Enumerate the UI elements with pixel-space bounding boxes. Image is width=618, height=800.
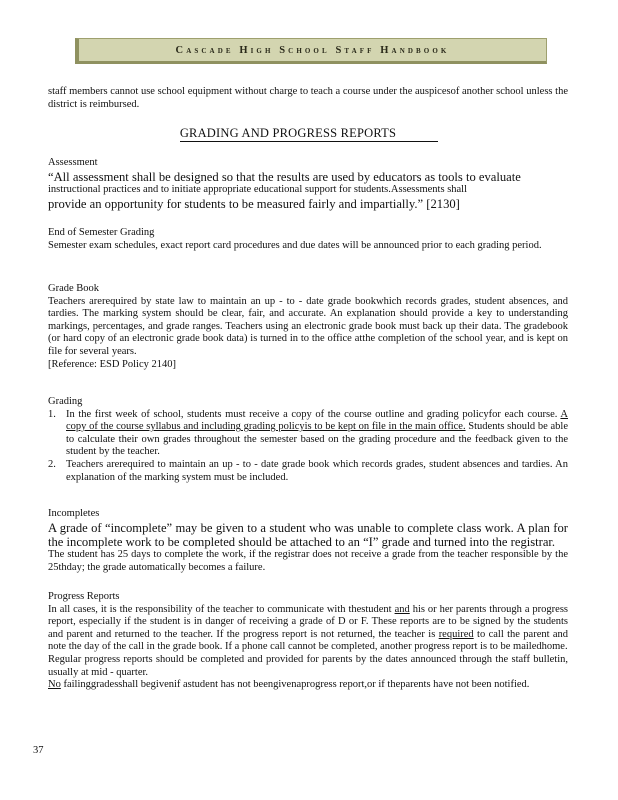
incompletes-small-text: The student has 25 days to complete the work, if the registrar does not receive a grade from the teacher responsible by the 25thday; the grade automatically becomes a failure.: [48, 549, 568, 573]
incompletes-heading: Incompletes: [48, 508, 100, 519]
progress-heading: Progress Reports: [48, 591, 120, 602]
intro-paragraph: staff members cannot use school equipment without charge to teach a course under the auspicesof another school unless the district is reimbursed.: [48, 86, 568, 110]
grading-list: [48, 409, 568, 485]
incompletes-section: [48, 508, 568, 575]
incompletes-big-text: A grade of “incomplete” may be given to a student who was unable to complete class work. A plan for the incomplete work to be completed should be attached to an “I” grade and turned into the registrar.: [48, 520, 568, 549]
semester-heading: End of Semester Grading: [48, 227, 155, 238]
assessment-quote-a: “All assessment shall be designed so that the results are used by educators as tools to evaluate: [48, 169, 521, 184]
semester-section: [48, 227, 568, 252]
semester-text: Semester exam schedules, exact report card procedures and due dates will be announced prior to each grading period.: [48, 239, 542, 251]
grading-section: [48, 396, 568, 484]
assessment-quote-b: provide an opportunity for students to be measured fairly and impartially.” [2130]: [48, 196, 460, 211]
progress-section: [48, 591, 568, 692]
grade-book-section: [48, 283, 568, 371]
grading-heading: Grading: [48, 396, 83, 407]
assessment-section: [48, 157, 568, 211]
page-number: 37: [33, 745, 44, 756]
progress-paragraph-2: Regular progress reports should be completed and provided for parents by the dates announced through the staff bulletin, usually at mid - quarter.: [48, 653, 568, 678]
progress-paragraph-3: No failinggradesshall begivenif astudent has not beengivenaprogress report,or if theparents have not been notified.: [48, 679, 530, 691]
assessment-small-line: instructional practices and to initiate appropriate educational support for students.Assessments shall: [48, 184, 468, 195]
progress-paragraph-1: In all cases, it is the responsibility of the teacher to communicate with thestudent and his or her parents through a progress report, especially if the student is in danger of receiving a grade of D or F. These reports are to be signed by the students and parent and returned to the teacher. If the progress report is not returned, the teacher is required to call the parent and note the day of the call in the grade book. If a phone call cannot be completed, another progress report is to be mailedhome.: [48, 603, 569, 653]
grade-book-heading: Grade Book: [48, 283, 100, 294]
handbook-title: Cascade High School Staff Handbook: [175, 44, 450, 56]
assessment-heading: Assessment: [48, 157, 98, 168]
grade-book-text: Teachers arerequired by state law to maintain an up - to - date grade bookwhich records grades, student absences, and tardies. The marking system should be clear, fair, and accurate. An explanation should provide a key to understanding markings, percentages, and grade ranges. Teachers using an electronic grade book must back up their data. The gradebook (or hard copy of an electronic grade book data) is turned in to the office atthe completion of the school year, and is kept on file for several years.: [48, 295, 568, 357]
grading-item-1: 1. In the first week of school, students must receive a copy of the course outline and grading policyfor each course. A copy of the course syllabus and including grading policyis to be kept on file in the main office. Students should be able to calculate their own grades throughout the semester based on the grading procedure and the feedback given to the student by the teacher.: [48, 408, 569, 458]
handbook-header-bar: [75, 38, 547, 64]
grade-book-reference: [Reference: ESD Policy 2140]: [48, 358, 177, 370]
section-title: GRADING AND PROGRESS REPORTS: [0, 126, 618, 141]
grading-item-2: 2. Teachers arerequired to maintain an up - to - date grade book which records grades, student absences and tardies. An explanation of the marking system must be included.: [48, 458, 568, 483]
